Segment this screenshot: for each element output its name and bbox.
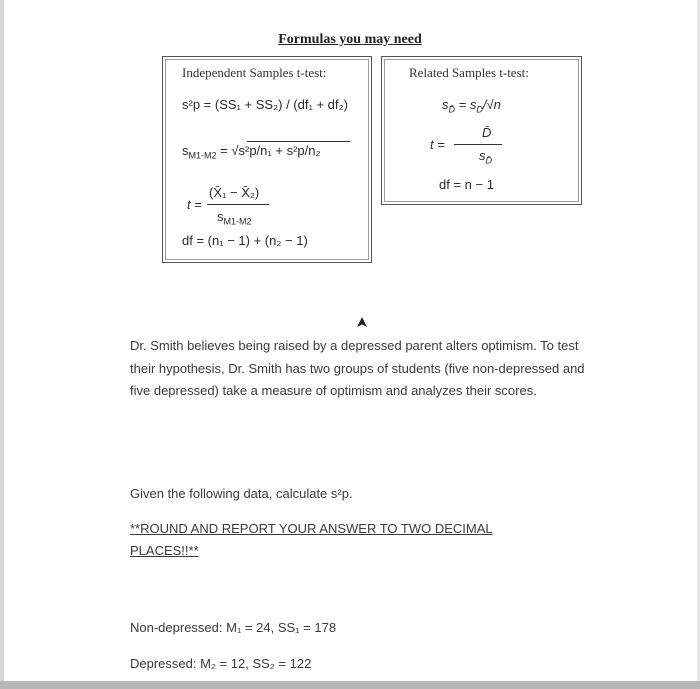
df-label: df <box>182 233 193 248</box>
pooled-variance-lhs: s²p <box>182 97 201 112</box>
independent-title: Independent Samples t-test: <box>182 65 327 80</box>
related-t-denominator-sub: D̄ <box>485 155 492 166</box>
related-t-fraction-bar <box>454 144 502 145</box>
related-se-formula <box>442 97 501 115</box>
related-t-lhs: t = <box>430 137 445 152</box>
left-border <box>0 0 4 689</box>
independent-samples-box <box>162 56 372 263</box>
related-se-eq: = s <box>455 97 477 112</box>
se-lhs-sub: M1-M2 <box>188 150 217 161</box>
standard-error-formula <box>182 143 321 161</box>
se-lhs: s <box>182 143 189 158</box>
related-samples-box <box>381 56 582 205</box>
rounding-instruction-line2: PLACES!!** <box>130 543 199 558</box>
rounding-instruction-line1: **ROUND AND REPORT YOUR ANSWER TO TWO DECIMAL <box>130 521 493 536</box>
se-eq: = <box>216 143 232 158</box>
pooled-variance-rhs: = (SS₁ + SS₂) / (df₁ + df₂) <box>200 97 348 112</box>
formulas-heading: Formulas you may need <box>278 32 422 47</box>
t-denominator-sub: M1-M2 <box>223 216 252 227</box>
t-lhs: t = <box>187 197 202 212</box>
related-se-rest: /√n <box>482 97 501 112</box>
bottom-border <box>0 681 700 689</box>
t-fraction-bar <box>207 204 269 205</box>
pooled-variance-formula <box>182 97 348 112</box>
df-formula <box>182 233 308 248</box>
given-instruction: Given the following data, calculate s²p. <box>130 486 353 501</box>
t-numerator: (X̄₁ − X̄₂) <box>209 185 260 200</box>
se-radicand: s²p/n₁ + s²p/n₂ <box>238 143 321 158</box>
related-t-denominator-s: s <box>479 148 486 163</box>
related-se-lhs-sub: D̄ <box>448 104 455 115</box>
group1-data: Non-depressed: M₁ = 24, SS₁ = 178 <box>130 620 337 635</box>
mouse-cursor-icon <box>356 317 368 329</box>
related-t-denominator <box>479 148 492 166</box>
t-denominator-s: s <box>217 209 224 224</box>
related-df-rhs: = n − 1 <box>449 177 494 192</box>
radical-bar <box>247 141 350 142</box>
radical-sign: √ <box>231 143 239 158</box>
related-se-lhs: s <box>442 97 449 112</box>
group2-data: Depressed: M₂ = 12, SS₂ = 122 <box>130 656 312 671</box>
question-paragraph: Dr. Smith believes being raised by a depressed parent alters optimism. To test their hypothesis, Dr. Smith has two groups of students (five non-depressed and five depressed) take a measure of optimism and analyzes their scores. <box>130 338 585 398</box>
related-title: Related Samples t-test: <box>409 65 529 80</box>
df-rhs: = (n₁ − 1) + (n₂ − 1) <box>192 233 308 248</box>
related-t-numerator: D̄ <box>482 125 492 140</box>
related-df-formula <box>439 177 494 192</box>
t-denominator <box>217 209 252 227</box>
related-se-sub2: D <box>476 104 483 115</box>
related-df-label: df <box>439 177 450 192</box>
